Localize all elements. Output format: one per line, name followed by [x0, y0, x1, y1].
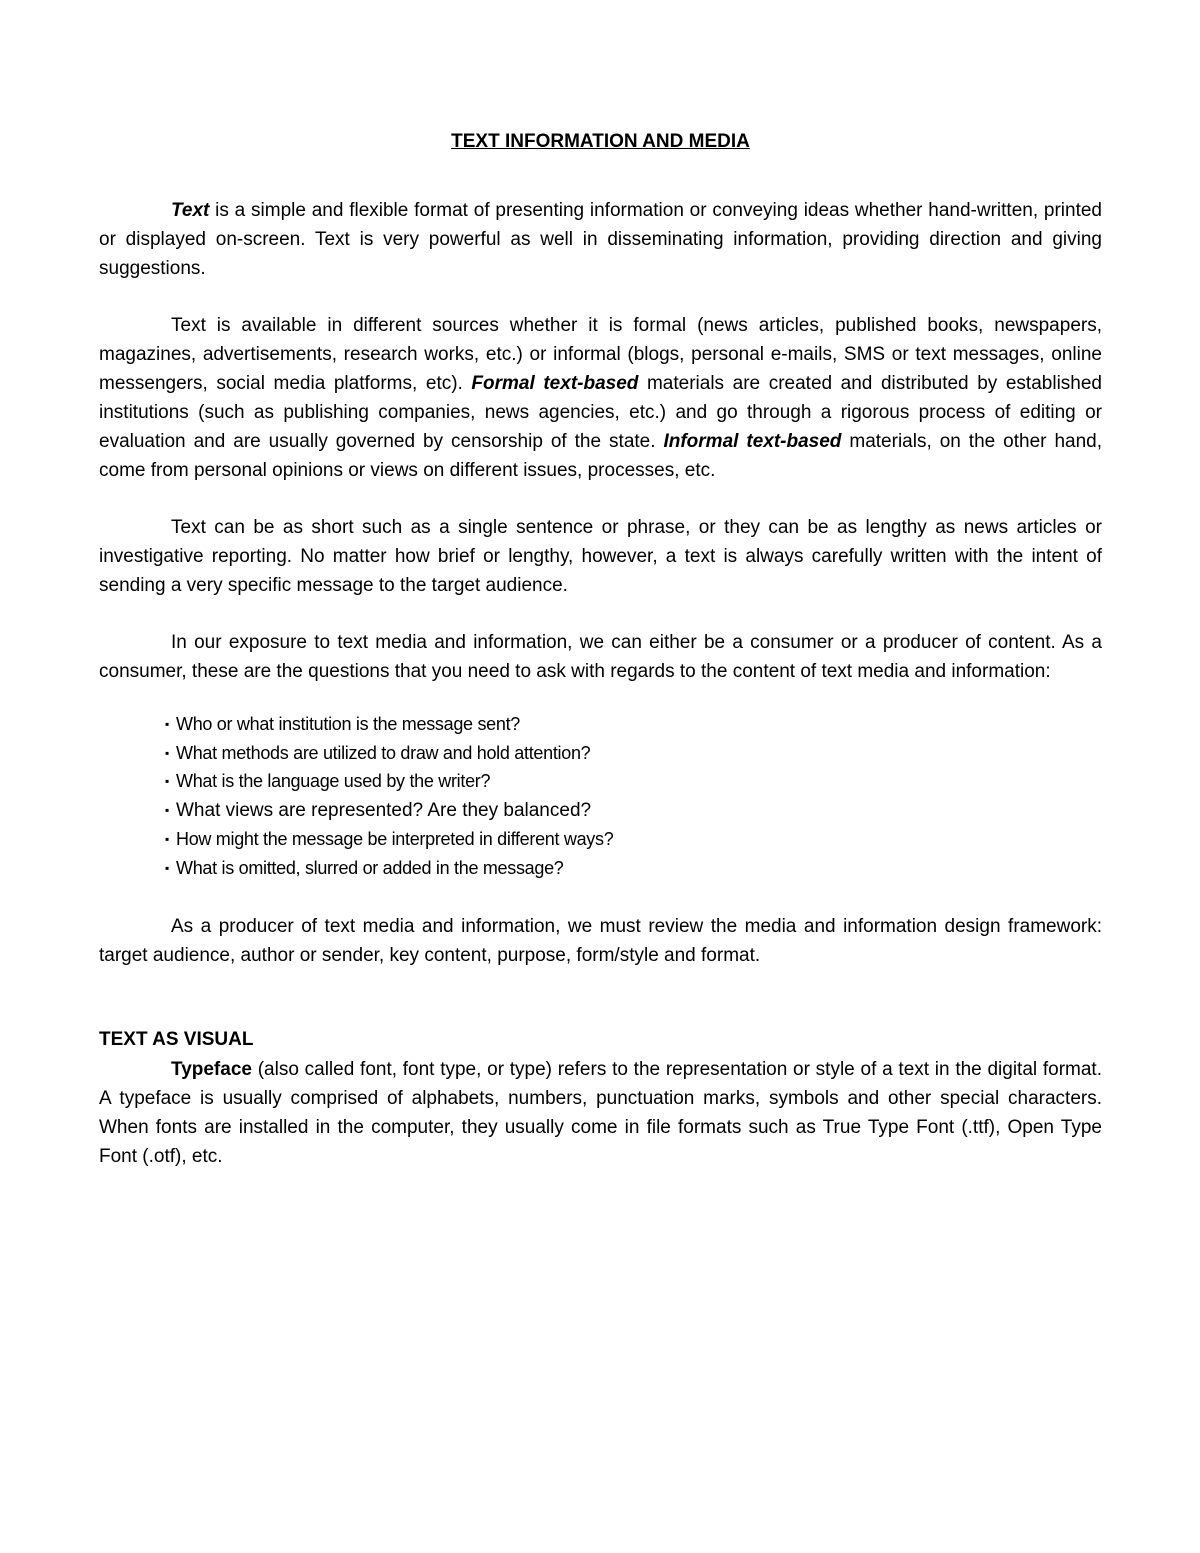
paragraph-text-sources-part-c: materials, on the other hand, come from personal opinions or views on different issues, processes, etc.	[99, 431, 1102, 481]
paragraph-text-length: Text can be as short such as a single sentence or phrase, or they can be as lengthy as news articles or investigative reporting. No matter how brief or lengthy, however, a text is always carefully written with the intent of sending a very specific message to the target audience.	[99, 517, 1102, 596]
list-item	[165, 854, 1102, 883]
document-page	[99, 128, 1102, 1199]
paragraph-typeface-body: (also called font, font type, or type) refers to the representation or style of a text in the digital format. A typeface is usually comprised of alphabets, numbers, punctuation marks, symbols and other special characters. When fonts are installed in the computer, they usually come in file formats such as True Type Font (.ttf), Open Type Font (.otf), etc.	[99, 1059, 1102, 1167]
list-item-text: What methods are utilized to draw and hold attention?	[176, 742, 591, 763]
list-item	[165, 710, 1102, 739]
paragraph-text-definition	[99, 196, 1102, 283]
paragraph-consumer-questions-intro: In our exposure to text media and information, we can either be a consumer or a producer of content. As a consumer, these are the questions that you need to ask with regards to the content of text media and information:	[99, 632, 1102, 682]
consumer-questions-list	[99, 710, 1102, 882]
paragraph-text-sources-part-b: materials are created and distributed by established institutions (such as publishing companies, news agencies, etc.) and go through a rigorous process of editing or evaluation and are usually governed by censorship of the state.	[99, 373, 1102, 452]
paragraph-text-sources-part-a: Text is available in different sources whether it is formal (news articles, published books, newspapers, magazines, advertisements, research works, etc.) or informal (blogs, personal e-mails, SMS or text messages, online messengers, social media platforms, etc).	[99, 315, 1102, 394]
term-typeface: Typeface	[171, 1059, 252, 1080]
section-heading-text-as-visual: TEXT AS VISUAL	[99, 1029, 254, 1050]
term-informal-text-based: Informal text-based	[663, 431, 842, 452]
bullet-icon: ▪	[165, 717, 169, 731]
bullet-icon: ▪	[165, 774, 169, 788]
bullet-icon: ▪	[165, 860, 169, 875]
bullet-icon: ▪	[165, 745, 169, 760]
term-formal-text-based: Formal text-based	[471, 373, 639, 394]
list-item-text: What views are represented? Are they balanced?	[176, 799, 592, 821]
list-item-text: What is the language used by the writer?	[176, 771, 491, 791]
bullet-icon: ▪	[165, 802, 170, 817]
paragraph-text-sources	[99, 311, 1102, 485]
list-item-text: Who or what institution is the message sent?	[176, 714, 520, 734]
paragraph-text-definition-body: is a simple and flexible format of presenting information or conveying ideas whether hand-written, printed or displayed on-screen. Text is very powerful as well in disseminating information, providing direction and giving suggestions.	[99, 200, 1102, 279]
paragraph-typeface	[99, 1055, 1102, 1171]
term-text: Text	[171, 200, 210, 221]
list-item	[165, 825, 1102, 854]
list-item	[165, 796, 1102, 826]
paragraph-producer-framework: As a producer of text media and information, we must review the media and information design framework: target audience, author or sender, key content, purpose, form/style and format.	[99, 916, 1102, 966]
document-title: TEXT INFORMATION AND MEDIA	[451, 131, 750, 152]
bullet-icon: ▪	[165, 832, 169, 846]
list-item-text: How might the message be interpreted in different ways?	[176, 829, 614, 849]
list-item	[165, 739, 1102, 768]
list-item-text: What is omitted, slurred or added in the message?	[176, 857, 564, 878]
list-item	[165, 767, 1102, 796]
